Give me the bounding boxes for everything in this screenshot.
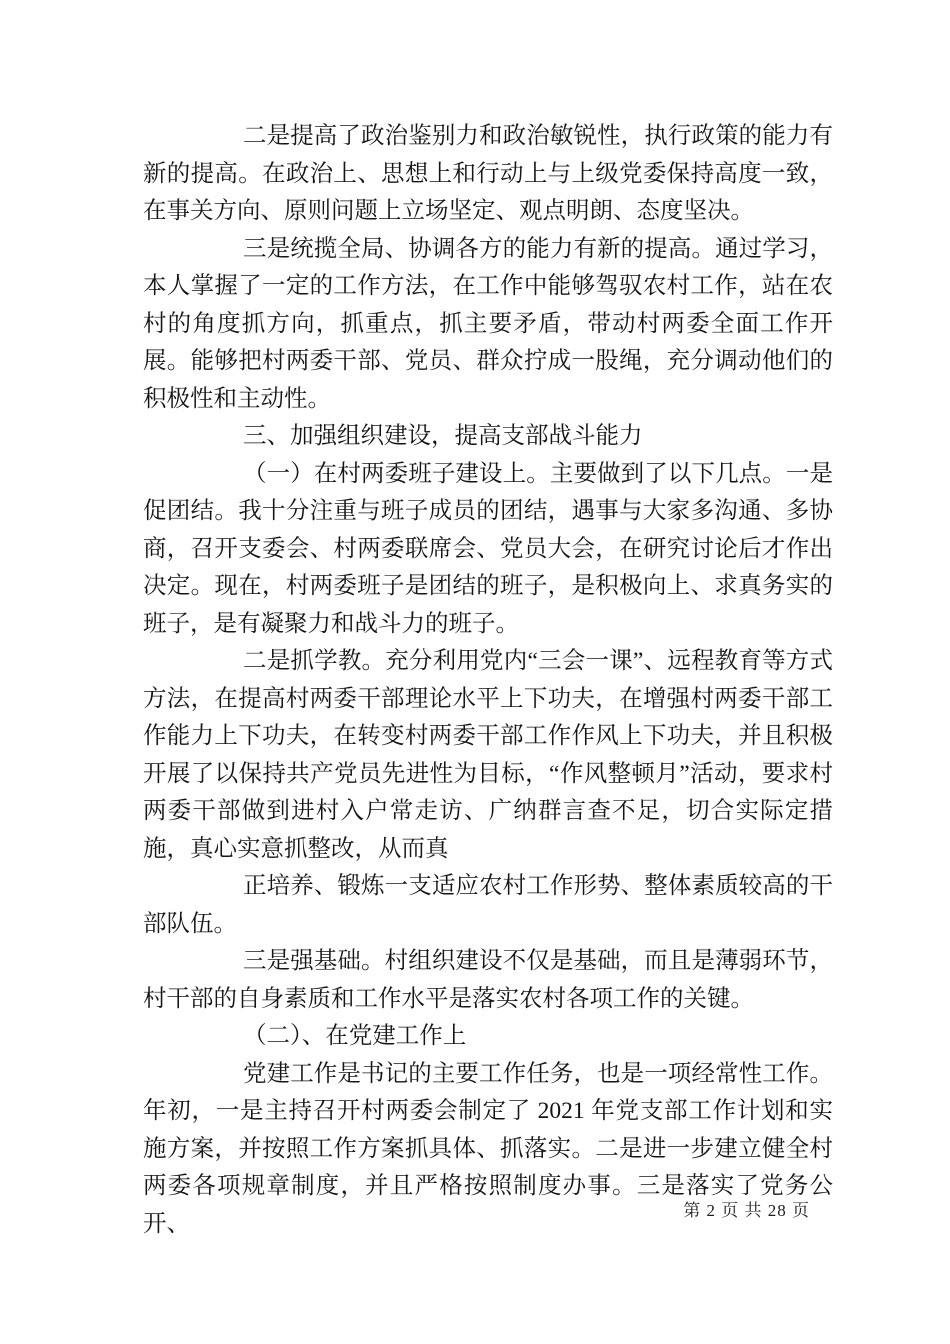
page-number-footer: 第 2 页 共 28 页: [683, 1201, 810, 1220]
paragraph: 三是强基础。村组织建设不仅是基础，而且是薄弱环节，村干部的自身素质和工作水平是落实农村各项工作的关键。: [143, 948, 833, 1012]
paragraph: 党建工作是书记的主要工作任务，也是一项经常性工作。年初，一是主持召开村两委会制定了 2021 年党支部工作计划和实施方案，并按照工作方案抓具体、抓落实。二是进一步建立健全村两委各项规章制度，并且严格按照制度办事。三是落实了党务公开、: [143, 1060, 833, 1237]
paragraph: 正培养、锻炼一支适应农村工作形势、整体素质较高的干部队伍。: [143, 873, 833, 937]
paragraph: 二是抓学教。充分利用党内“三会一课”、远程教育等方式方法，在提高村两委干部理论水平上下功夫，在增强村两委干部工作能力上下功夫，在转变村两委干部工作作风上下功夫，并且积极开展了以保持共产党员先进性为目标，“作风整顿月”活动，要求村两委干部做到进村入户常走访、广纳群言查不足，切合实际定措施，真心实意抓整改，从而真: [143, 648, 833, 862]
paragraph: 三是统揽全局、协调各方的能力有新的提高。通过学习，本人掌握了一定的工作方法，在工作中能够驾驭农村工作，站在农村的角度抓方向，抓重点，抓主要矛盾，带动村两委全面工作开展。能够把村两委干部、党员、群众拧成一股绳，充分调动他们的积极性和主动性。: [143, 235, 833, 412]
document-body: [143, 118, 833, 1243]
paragraph: （二）、在党建工作上: [243, 1023, 467, 1049]
paragraph: （一）在村两委班子建设上。主要做到了以下几点。一是促团结。我十分注重与班子成员的团结，遇事与大家多沟通、多协商，召开支委会、村两委联席会、党员大会，在研究讨论后才作出决定。现在，村两委班子是团结的班子，是积极向上、求真务实的班子，是有凝聚力和战斗力的班子。: [143, 460, 833, 637]
paragraph: 三、加强组织建设，提高支部战斗能力: [243, 423, 643, 449]
paragraph: 二是提高了政治鉴别力和政治敏锐性，执行政策的能力有新的提高。在政治上、思想上和行动上与上级党委保持高度一致，在事关方向、原则问题上立场坚定、观点明朗、态度坚决。: [143, 123, 833, 224]
